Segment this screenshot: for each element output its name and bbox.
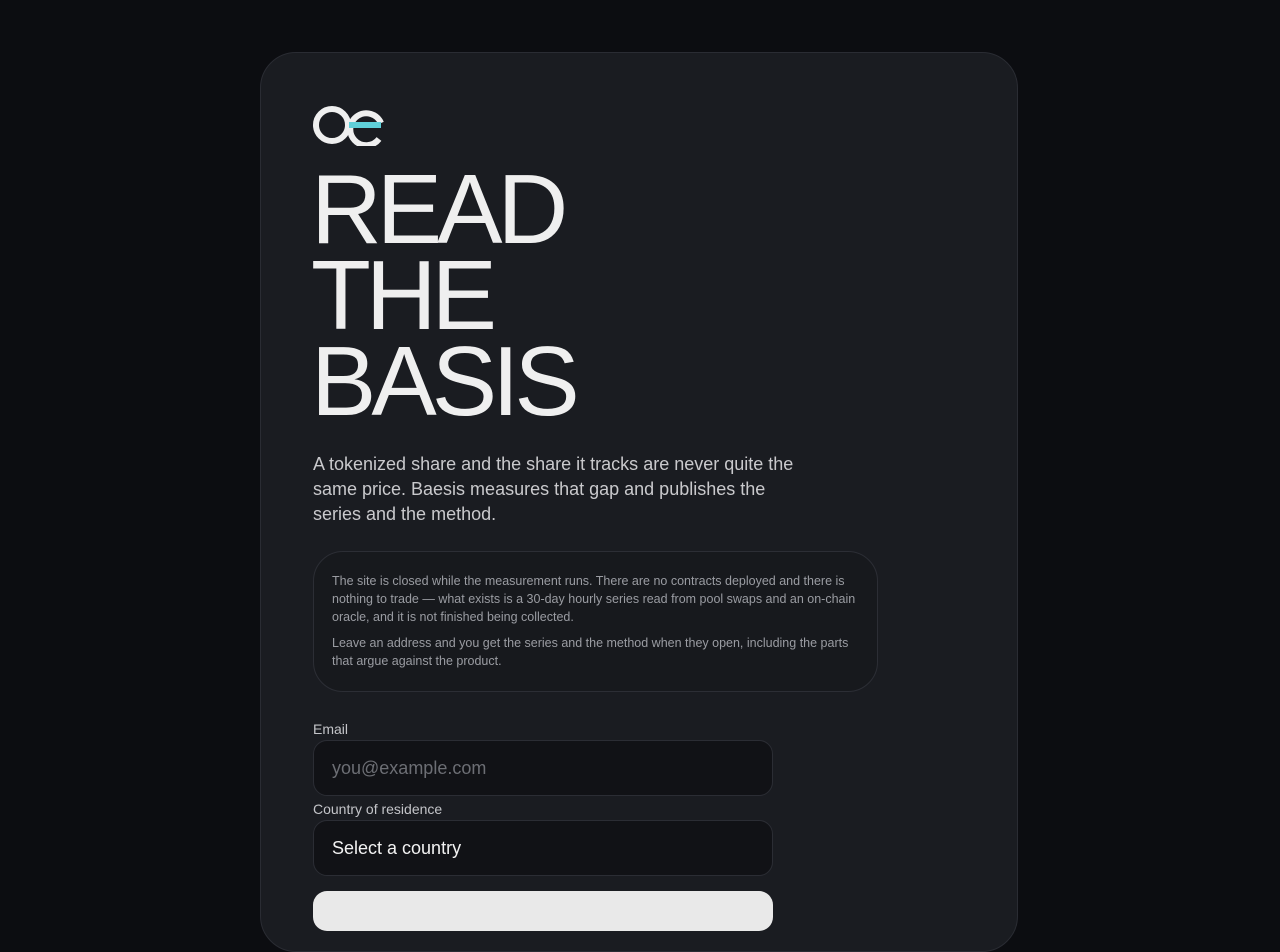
email-field-container — [313, 740, 773, 796]
headline-line-1: READ — [311, 154, 564, 264]
notice-paragraph-2: Leave an address and you get the series and the method when they open, including the parts that argue against the product. — [332, 636, 849, 668]
country-label: Country of residence — [313, 801, 443, 817]
notice-box — [313, 551, 878, 692]
hero-headline — [311, 154, 575, 436]
submit-button[interactable] — [313, 891, 773, 931]
headline-line-3: BASIS — [311, 326, 575, 436]
country-select-value: Select a country — [332, 837, 462, 858]
email-field[interactable] — [332, 758, 754, 779]
notice-paragraph-1: The site is closed while the measurement runs. There are no contracts deployed and there is nothing to trade — what exists is a 30-day hourly series read from pool swaps and an on-chain oracle, and it is not finished being collected. — [332, 574, 856, 624]
email-label: Email — [313, 721, 349, 737]
intro-text: A tokenized share and the share it tracks are never quite the same price. Baesis measures that gap and publishes the series and the method. — [313, 454, 794, 524]
country-select[interactable] — [313, 820, 773, 876]
baesis-logo — [313, 104, 385, 146]
headline-line-2: THE — [311, 240, 492, 350]
